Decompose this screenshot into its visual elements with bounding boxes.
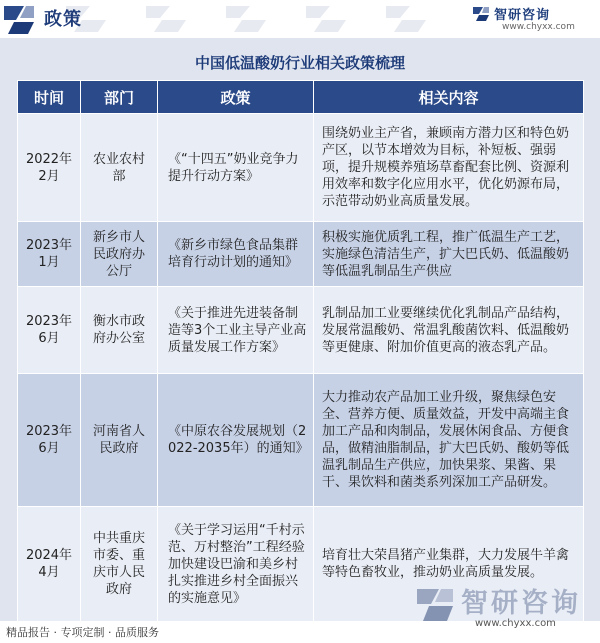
cell-policy: 《中原农谷发展规划（2022-2035年）的通知》 [158,374,314,507]
table-row [18,287,584,374]
cell-policy: 《关于推进先进装备制造等3个工业主导产业高质量发展工作方案》 [158,287,314,374]
section-title: 政策 [44,9,82,30]
cell-content: 大力推动农产品加工业升级，聚焦绿色安全、营养方便、质量效益，开发中高端主食加工产品和肉制品，发展休闲食品、方便食品，做精油脂制品，扩大巴氏奶、酸奶等低温乳制品生产供应，加快果浆、果酱、果干、果饮料和菌类系列深加工产品研发。 [314,374,584,507]
column-header-policy: 政策 [158,81,314,114]
brand-logo [468,2,588,36]
cell-dept: 农业农村部 [81,114,158,222]
table-row [18,114,584,222]
cell-content: 乳制品加工业要继续优化乳制品产品结构，发展常温酸奶、常温乳酸菌饮料、低温酸奶等更健康、附加价值更高的液态乳产品。 [314,287,584,374]
footer-logo-url: www.chyxx.com [475,618,556,629]
page-header [0,0,600,38]
cell-content: 积极实施优质乳工程，推广低温生产工艺，实施绿色清洁生产，扩大巴氏奶、低温酸奶等低温乳制品生产供应 [314,222,584,287]
cell-dept: 衡水市政府办公室 [81,287,158,374]
brand-name: 智研咨询 [494,8,551,23]
footer-logo-name: 智研咨询 [461,588,581,619]
watermark-pattern-icon [66,2,476,36]
table-row [18,374,584,507]
table-header-row [18,81,584,114]
cell-time: 2023年6月 [18,374,81,507]
cell-time: 2023年1月 [18,222,81,287]
cell-content: 培育壮大荣昌猪产业集群，大力发展牛羊禽等特色畜牧业，推动奶业高质量发展。 [314,507,584,622]
brand-url: www.chyxx.com [502,22,575,32]
footer-watermark-logo [415,577,590,633]
footer-logo-icon [415,585,455,625]
column-header-content: 相关内容 [314,81,584,114]
brand-mark-icon [0,0,38,38]
cell-time: 2023年6月 [18,287,81,374]
cell-content: 围绕奶业主产省，兼顾南方潜力区和特色奶产区，以节本增效为目标，补短板、强弱项，提升规模养殖场草畜配套比例、资源利用效率和数字化应用水平，优化奶源布局，示范带动奶业高质量发展。 [314,114,584,222]
cell-time: 2024年4月 [18,507,81,622]
page-footer [0,588,600,643]
column-header-time: 时间 [18,81,81,114]
cell-dept: 新乡市人民政府办公厅 [81,222,158,287]
cell-dept: 河南省人民政府 [81,374,158,507]
cell-time: 2022年2月 [18,114,81,222]
cell-dept: 中共重庆市委、重庆市人民政府 [81,507,158,622]
policy-table [17,80,584,622]
table-row [18,222,584,287]
cell-policy: 《“十四五”奶业竞争力提升行动方案》 [158,114,314,222]
column-header-dept: 部门 [81,81,158,114]
brand-logo-icon [472,5,490,23]
cell-policy: 《关于学习运用“千村示范、万村整治”工程经验加快建设巴渝和美乡村扎实推进乡村全面振兴的实施意见》 [158,507,314,622]
content-panel [0,38,600,621]
cell-policy: 《新乡市绿色食品集群培育行动计划的通知》 [158,222,314,287]
footer-slogan: 精品报告 · 专项定制 · 品质服务 [6,626,159,639]
table-title: 中国低温酸奶行业相关政策梳理 [194,54,405,72]
